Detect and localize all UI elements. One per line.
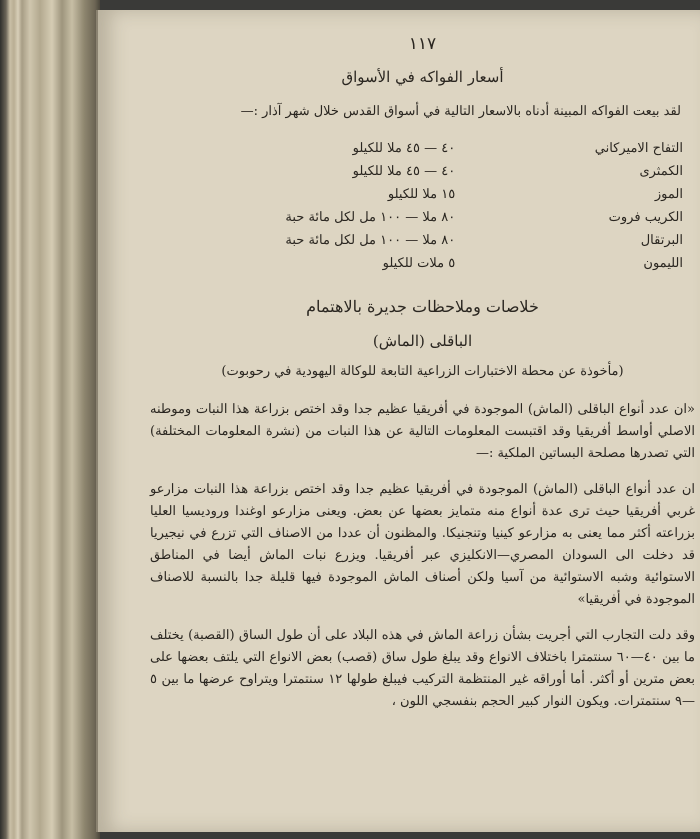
paragraph: ان عدد أنواع الباقلى (الماش) الموجودة في أفريقيا عظيم جدا وقد اختص بزراعة هذا النبات مزارعو غربي أفريقيا حيث ترى عدة أنواع منه متمايز بعضها عن بعض. ويعنى مزارعو اوغندا وروديسيا العليا بزراعته أكثر مما يعنى به مزارعو كينيا وتنجنيكا. والمظنون أن عددا من الاصناف التي تزرع في نيجيريا قد دخلت الى السودان المصري—الانكليزي عبر أفريقيا. ويزرع نبات الماش أيضا في المناطق الاستوائية وشبه الاستوائية من آسيا ولكن أصناف الماش الموجودة فيها قليلة جدا بالنسبة للاصناف الموجودة في أفريقيا» [150,482,695,607]
paragraph: «ان عدد أنواع الباقلى (الماش) الموجودة في أفريقيا عظيم جدا وقد اختص بزراعة هذا النبات وموطنه الاصلي أواسط أفريقيا وقد اقتبست المعلومات التالية عن هذا النبات من (نشرة المعلومات المختلفة) التي تصدرها مصلحة البساتين الملكية :— [150,402,695,461]
fruit-name: الكمثرى [639,164,683,179]
fruit-name: الليمون [643,256,683,271]
page-number: ١١٧ [408,34,437,54]
paragraph: وقد دلت التجارب التي أجريت بشأن زراعة الماش في هذه البلاد على أن طول الساق (القصبة) يختلف ما بين ٤٠—٦٠ سنتمترا باختلاف الانواع وقد يبلغ طول ساق (قصب) بعض الانواع التي يلتف بعضها على بعض مترين أو أكثر. أما أوراقه غير المنتظمة التركيب فيبلغ طولها ١٢ سنتمترا ويتراوح عرضها ما بين ٥—٩ سنتمترات. ويكون النوار كبير الحجم بنفسجي اللون ، [150,628,696,709]
fruit-name: الكريب فروت [608,210,683,225]
section-heading: خلاصات وملاحظات جديرة بالاهتمام [306,297,539,316]
fruit-name: التفاح الاميركاني [594,141,683,156]
fruit-price: ٤٠ — ٤٥ ملا للكيلو [352,141,456,156]
fruit-price: ١٥ ملا للكيلو [387,187,456,202]
page-content [150,34,695,727]
price-row [150,183,695,206]
source-note: (مأخوذة عن محطة الاختبارات الزراعية التابعة للوكالة اليهودية في رحوبوت) [221,364,624,379]
fruit-price: ٨٠ ملا — ١٠٠ مل لكل مائة حبة [285,233,456,248]
price-row [150,229,695,252]
price-row [150,252,695,275]
fruit-price: ٥ ملات للكيلو [382,256,456,271]
article-title: أسعار الفواكه في الأسواق [341,68,504,86]
price-row [150,137,695,160]
fruit-name: الموز [654,187,683,202]
price-row [150,206,695,229]
price-row [150,160,695,183]
book-page-edges [0,0,100,839]
fruit-name: البرتقال [640,233,683,248]
fruit-price: ٨٠ ملا — ١٠٠ مل لكل مائة حبة [285,210,456,225]
price-table [150,137,695,275]
intro-text: لقد بيعت الفواكه المبينة أدناه بالاسعار التالية في أسواق القدس خلال شهر آذار :— [240,104,681,119]
subheading: الباقلى (الماش) [372,332,473,350]
fruit-price: ٤٠ — ٤٥ ملا للكيلو [352,164,456,179]
